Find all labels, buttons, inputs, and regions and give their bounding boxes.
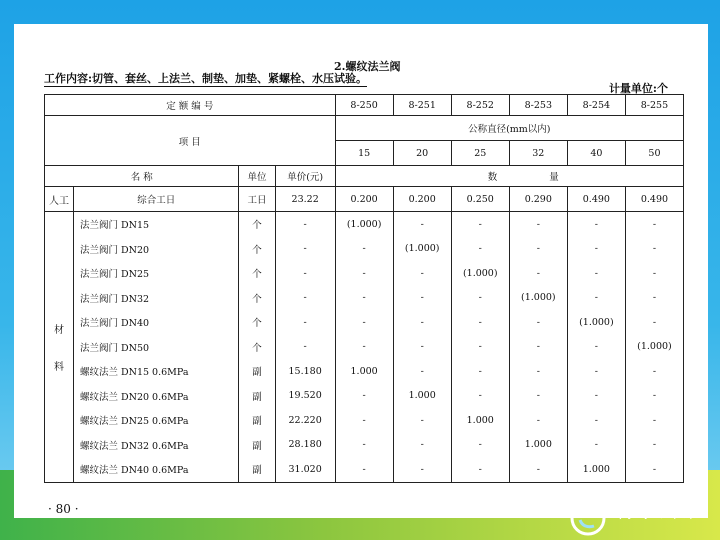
material-row: [45, 457, 684, 482]
material-row: [45, 212, 684, 237]
material-value: -: [335, 335, 393, 360]
material-value: -: [335, 457, 393, 482]
material-value: -: [567, 359, 625, 384]
material-name: 螺纹法兰 DN32 0.6MPa: [74, 433, 239, 458]
material-price: 31.020: [275, 457, 335, 482]
water-drop-logo-icon: [560, 486, 616, 536]
material-category: [45, 212, 74, 483]
code-row: [45, 95, 684, 116]
labor-value: 0.490: [625, 187, 683, 212]
material-value: -: [567, 433, 625, 458]
quantity-label-1: 数: [335, 166, 509, 187]
material-unit: 副: [239, 457, 275, 482]
material-value: -: [567, 408, 625, 433]
material-unit: 个: [239, 310, 275, 335]
material-value: -: [625, 261, 683, 286]
material-name: 螺纹法兰 DN15 0.6MPa: [74, 359, 239, 384]
material-value: -: [567, 212, 625, 237]
document-sheet: [14, 24, 708, 518]
unit-label: 单位: [239, 166, 275, 187]
material-value: (1.000): [393, 237, 451, 262]
material-row: [45, 286, 684, 311]
code-cell: 8-251: [393, 95, 451, 116]
code-cell: 8-253: [509, 95, 567, 116]
material-name: 螺纹法兰 DN20 0.6MPa: [74, 384, 239, 409]
material-price: 22.220: [275, 408, 335, 433]
material-value: (1.000): [509, 286, 567, 311]
material-value: -: [393, 457, 451, 482]
material-value: -: [335, 310, 393, 335]
material-value: -: [567, 335, 625, 360]
material-row: [45, 384, 684, 409]
material-name: 螺纹法兰 DN40 0.6MPa: [74, 457, 239, 482]
material-value: (1.000): [567, 310, 625, 335]
price-label: 单价(元): [275, 166, 335, 187]
material-price: 15.180: [275, 359, 335, 384]
diameter-cell: 32: [509, 141, 567, 166]
material-value: -: [335, 433, 393, 458]
material-row: [45, 433, 684, 458]
material-category-char: 料: [54, 361, 64, 373]
material-value: (1.000): [451, 261, 509, 286]
material-row: [45, 408, 684, 433]
column-header-row: [45, 166, 684, 187]
labor-name: 综合工日: [74, 187, 239, 212]
material-value: -: [567, 261, 625, 286]
material-value: (1.000): [335, 212, 393, 237]
material-price: -: [275, 286, 335, 311]
material-value: -: [567, 237, 625, 262]
material-value: 1.000: [567, 457, 625, 482]
material-value: -: [393, 261, 451, 286]
diameter-cell: 20: [393, 141, 451, 166]
material-value: -: [335, 237, 393, 262]
material-price: -: [275, 261, 335, 286]
material-value: -: [567, 384, 625, 409]
material-value: -: [393, 335, 451, 360]
material-row: [45, 261, 684, 286]
material-value: -: [625, 359, 683, 384]
material-name: 法兰阀门 DN40: [74, 310, 239, 335]
code-cell: 8-254: [567, 95, 625, 116]
diameter-label: 公称直径(mm以内): [335, 116, 683, 141]
material-value: -: [451, 457, 509, 482]
labor-unit: 工日: [239, 187, 275, 212]
material-unit: 副: [239, 384, 275, 409]
material-unit: 个: [239, 335, 275, 360]
document-title: 2.螺纹法兰阀: [334, 60, 401, 73]
material-value: 1.000: [335, 359, 393, 384]
material-price: -: [275, 310, 335, 335]
material-value: 1.000: [509, 433, 567, 458]
material-name: 法兰阀门 DN50: [74, 335, 239, 360]
material-value: -: [509, 335, 567, 360]
material-value: -: [451, 384, 509, 409]
material-unit: 个: [239, 237, 275, 262]
material-value: -: [393, 310, 451, 335]
material-unit: 副: [239, 359, 275, 384]
material-value: -: [625, 237, 683, 262]
material-value: -: [509, 310, 567, 335]
material-value: -: [625, 286, 683, 311]
material-name: 法兰阀门 DN25: [74, 261, 239, 286]
material-value: -: [393, 408, 451, 433]
page-number: · 80 ·: [48, 502, 79, 516]
labor-price: 23.22: [275, 187, 335, 212]
material-price: -: [275, 212, 335, 237]
material-price: -: [275, 237, 335, 262]
material-value: -: [451, 212, 509, 237]
material-value: -: [509, 212, 567, 237]
quota-code-label: 定 额 编 号: [45, 95, 336, 116]
diameter-cell: 15: [335, 141, 393, 166]
material-rows: [45, 212, 684, 483]
material-value: -: [451, 237, 509, 262]
brand-logo: [560, 486, 710, 536]
labor-category: 人工: [45, 187, 74, 212]
labor-value: 0.490: [567, 187, 625, 212]
material-price: 19.520: [275, 384, 335, 409]
code-cell: 8-252: [451, 95, 509, 116]
material-value: -: [625, 408, 683, 433]
material-value: -: [625, 457, 683, 482]
material-name: 法兰阀门 DN15: [74, 212, 239, 237]
material-value: (1.000): [625, 335, 683, 360]
material-row: [45, 310, 684, 335]
diameter-cell: 50: [625, 141, 683, 166]
material-unit: 个: [239, 286, 275, 311]
material-value: -: [625, 433, 683, 458]
code-cell: 8-250: [335, 95, 393, 116]
material-row: [45, 237, 684, 262]
material-price: -: [275, 335, 335, 360]
material-value: -: [335, 384, 393, 409]
labor-value: 0.200: [335, 187, 393, 212]
material-value: -: [451, 335, 509, 360]
material-value: -: [335, 261, 393, 286]
diameter-label-row: [45, 116, 684, 141]
material-value: -: [509, 408, 567, 433]
diameter-cell: 25: [451, 141, 509, 166]
material-value: -: [451, 310, 509, 335]
material-value: -: [393, 286, 451, 311]
material-category-char: 材: [54, 324, 64, 336]
material-name: 法兰阀门 DN20: [74, 237, 239, 262]
material-value: 1.000: [393, 384, 451, 409]
material-row: [45, 335, 684, 360]
material-value: -: [451, 359, 509, 384]
diameter-cell: 40: [567, 141, 625, 166]
material-value: -: [393, 433, 451, 458]
material-price: 28.180: [275, 433, 335, 458]
material-unit: 个: [239, 212, 275, 237]
material-value: -: [393, 359, 451, 384]
material-value: -: [625, 212, 683, 237]
material-row: [45, 359, 684, 384]
material-value: -: [509, 384, 567, 409]
material-value: -: [335, 286, 393, 311]
brand-logo-text: 行水云课: [616, 500, 701, 522]
item-label: 项 目: [45, 116, 336, 166]
material-value: -: [451, 433, 509, 458]
material-value: -: [509, 261, 567, 286]
name-label: 名 称: [45, 166, 239, 187]
material-value: -: [625, 310, 683, 335]
material-value: -: [509, 359, 567, 384]
labor-value: 0.250: [451, 187, 509, 212]
material-value: -: [393, 212, 451, 237]
quantity-label-2: 量: [509, 166, 683, 187]
quota-table: [44, 94, 684, 483]
material-value: 1.000: [451, 408, 509, 433]
material-unit: 副: [239, 433, 275, 458]
material-unit: 副: [239, 408, 275, 433]
material-value: -: [335, 408, 393, 433]
material-value: -: [625, 384, 683, 409]
unit-note: 计量单位:个: [608, 82, 668, 95]
material-value: -: [451, 286, 509, 311]
material-value: -: [509, 237, 567, 262]
labor-value: 0.290: [509, 187, 567, 212]
code-cell: 8-255: [625, 95, 683, 116]
material-value: -: [567, 286, 625, 311]
material-value: -: [509, 457, 567, 482]
material-unit: 个: [239, 261, 275, 286]
work-content-line: 工作内容:切管、套丝、上法兰、制垫、加垫、紧螺栓、水压试验。: [44, 72, 368, 85]
material-name: 法兰阀门 DN32: [74, 286, 239, 311]
material-name: 螺纹法兰 DN25 0.6MPa: [74, 408, 239, 433]
labor-row: [45, 187, 684, 212]
labor-value: 0.200: [393, 187, 451, 212]
